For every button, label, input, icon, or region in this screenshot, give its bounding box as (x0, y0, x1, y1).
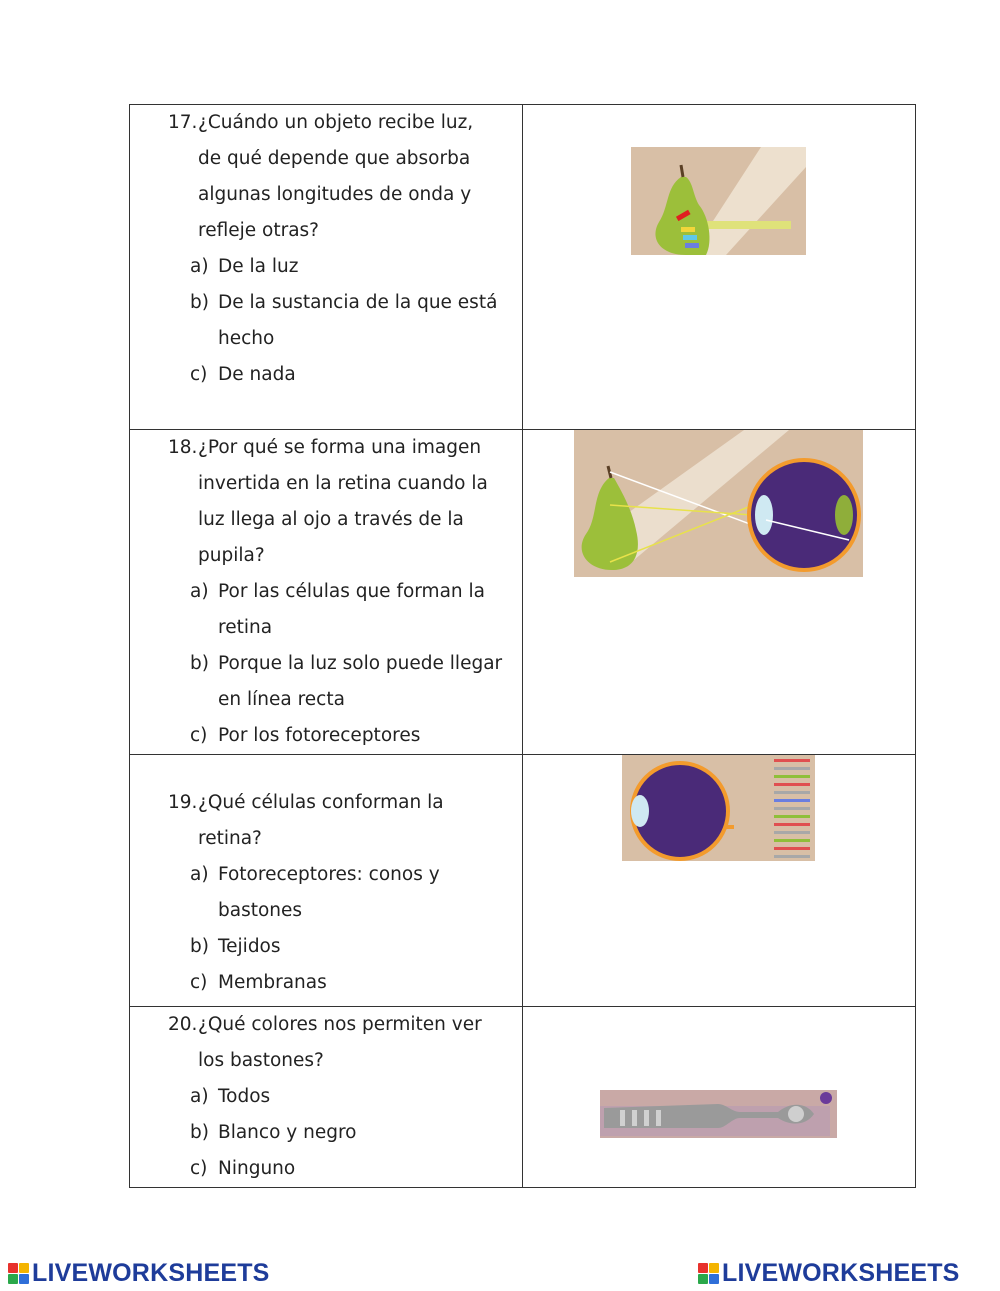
option-a[interactable]: a) Por las células que forman la retina (190, 581, 485, 638)
question-row-17 (130, 105, 916, 430)
option-a[interactable]: a) Todos (190, 1086, 271, 1107)
image-cell (523, 105, 916, 430)
option-b[interactable]: b) De la sustancia de la que está hecho (190, 292, 498, 349)
option-c[interactable]: c) Por los fotoreceptores (190, 725, 421, 746)
question-cell (130, 105, 523, 430)
image-cell (523, 1007, 916, 1188)
question-number: 20. (168, 1014, 198, 1035)
option-c[interactable]: c) De nada (190, 364, 296, 385)
question-text: ¿Qué células conforman la retina? (198, 792, 444, 849)
question-text: ¿Por qué se forma una imagen invertida en la retina cuando la luz llega al ojo a través de la pupila? (198, 437, 488, 566)
logo-mark-icon (8, 1263, 29, 1284)
option-b[interactable]: b) Blanco y negro (190, 1122, 357, 1143)
eye-inverted-image (574, 430, 863, 577)
option-b[interactable]: b) Tejidos (190, 936, 281, 957)
question-number: 17. (168, 112, 198, 133)
question-row-20 (130, 1007, 916, 1188)
question-row-19 (130, 755, 916, 1007)
image-cell (523, 430, 916, 755)
question-row-18 (130, 430, 916, 755)
pear-light-image (631, 147, 806, 255)
eye-pear-illustration (574, 430, 863, 577)
question-number: 19. (168, 792, 198, 813)
worksheet-table (129, 104, 916, 1188)
question-cell (130, 1007, 523, 1188)
liveworksheets-logo-right (698, 1258, 960, 1288)
logo-mark-icon (698, 1263, 719, 1284)
image-cell (523, 755, 916, 1007)
rod-cell-illustration (600, 1090, 837, 1138)
retina-cells-image (622, 755, 815, 861)
question-text: ¿Qué colores nos permiten ver los bastones? (198, 1014, 482, 1071)
option-a[interactable]: a) De la luz (190, 256, 299, 277)
question-number: 18. (168, 437, 198, 458)
option-b[interactable]: b) Porque la luz solo puede llegar en línea recta (190, 653, 503, 710)
option-c[interactable]: c) Membranas (190, 972, 327, 993)
logo-text: LIVEWORKSHEETS (32, 1258, 270, 1287)
question-text: ¿Cuándo un objeto recibe luz, de qué depende que absorba algunas longitudes de onda y refleje otras? (198, 112, 474, 241)
question-cell (130, 755, 523, 1007)
eye-photoreceptors-illustration (622, 755, 815, 861)
question-cell (130, 430, 523, 755)
option-a[interactable]: a) Fotoreceptores: conos y bastones (190, 864, 440, 921)
logo-text: LIVEWORKSHEETS (722, 1258, 960, 1287)
option-c[interactable]: c) Ninguno (190, 1158, 296, 1179)
pear-reflection-illustration (631, 147, 806, 255)
rod-cell-image (600, 1090, 837, 1138)
liveworksheets-logo-left (8, 1258, 270, 1288)
